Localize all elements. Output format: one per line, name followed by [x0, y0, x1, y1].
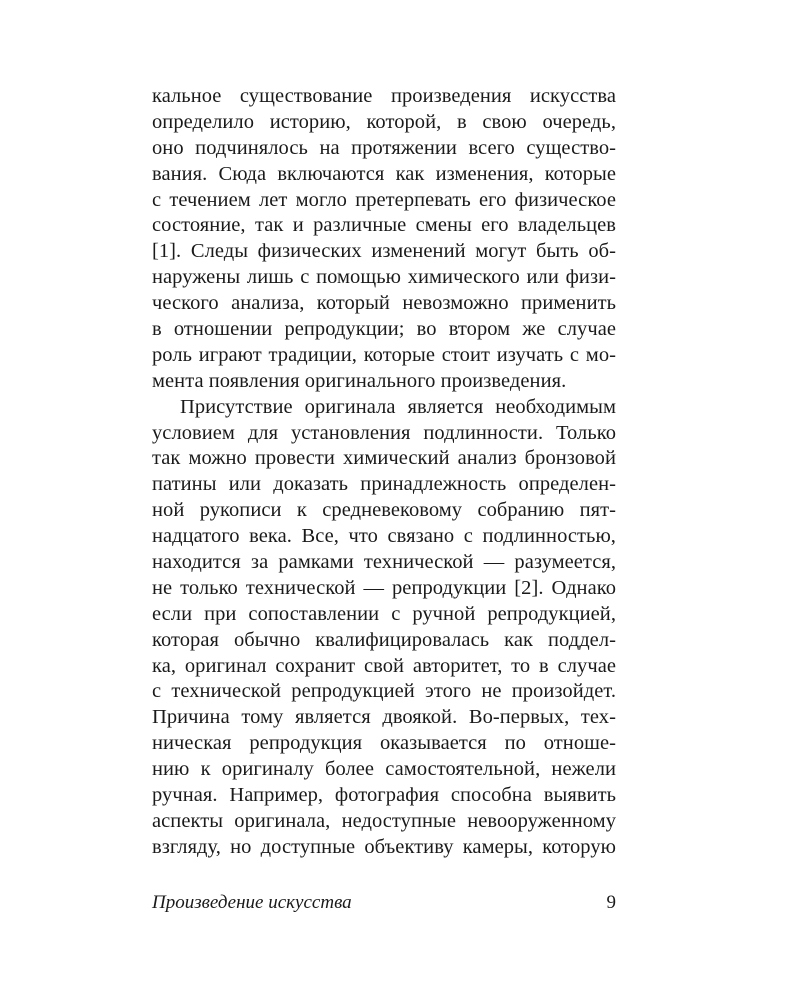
text-line: нию к оригиналу более самостоятельной, нежели — [152, 758, 616, 781]
page-number: 9 — [606, 892, 616, 913]
page-footer — [152, 888, 616, 918]
text-line: надцатого века. Все, что связано с подлинностью, — [152, 525, 616, 548]
running-title: Произведение искусства — [152, 892, 352, 913]
text-line: ническая репродукция оказывается по отноше- — [152, 732, 616, 755]
text-line: мента появления оригинального произведения. — [152, 369, 567, 392]
text-line: состояние, так и различные смены его владельцев — [152, 214, 616, 237]
text-line: взгляду, но доступные объективу камеры, которую — [152, 835, 616, 858]
text-line: оно подчинялось на протяжении всего существо- — [152, 136, 616, 159]
text-line: в отношении репродукции; во втором же случае — [152, 318, 616, 341]
text-line: аспекты оригинала, недоступные невооруженному — [152, 809, 616, 832]
text-line: ной рукописи к средневековому собранию пят- — [152, 499, 616, 522]
text-line: которая обычно квалифицировалась как поддел- — [152, 628, 616, 651]
text-line: Присутствие оригинала является необходимым — [180, 395, 616, 418]
paragraph-2 — [152, 395, 616, 861]
text-line: вания. Сюда включаются как изменения, которые — [152, 162, 616, 185]
text-line: ручная. Например, фотография способна выявить — [152, 784, 616, 807]
text-line: роль играют традиции, которые стоит изучать с мо- — [152, 343, 616, 366]
text-line: условием для установления подлинности. Только — [152, 421, 616, 444]
text-line: патины или доказать принадлежность определен- — [152, 473, 616, 496]
text-line: наружены лишь с помощью химического или физи- — [152, 266, 616, 289]
text-line: если при сопоставлении с ручной репродукцией, — [152, 602, 616, 625]
text-line: [1]. Следы физических изменений могут быть об- — [152, 240, 616, 263]
paragraph-1 — [152, 84, 616, 395]
text-line: кальное существование произведения искусства — [152, 85, 616, 107]
text-line: так можно провести химический анализ бронзовой — [152, 447, 616, 470]
text-line: находится за рамками технической — разумеется, — [152, 551, 616, 574]
text-line: определило историю, которой, в свою очередь, — [152, 110, 616, 133]
text-block — [152, 84, 616, 861]
text-line: не только технической — репродукции [2]. Однако — [152, 576, 616, 599]
text-line: с течением лет могло претерпевать его физическое — [152, 188, 616, 211]
text-line: ческого анализа, который невозможно применить — [152, 292, 616, 315]
text-line: Причина тому является двоякой. Во-первых, тех- — [152, 706, 616, 729]
text-line: ка, оригинал сохранит свой авторитет, то в случае — [152, 654, 616, 677]
text-line: с технической репродукцией этого не произойдет. — [152, 680, 616, 703]
